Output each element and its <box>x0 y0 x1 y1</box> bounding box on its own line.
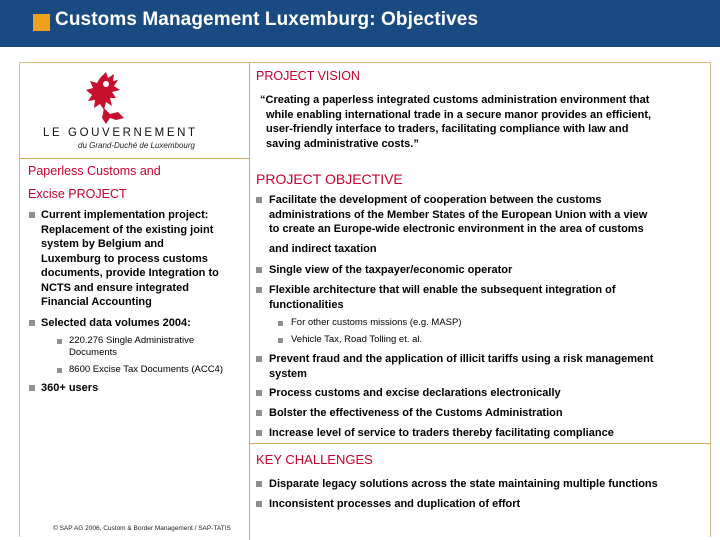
logo-divider <box>19 158 250 159</box>
sub-bullet-icon <box>278 321 283 326</box>
bullet-icon <box>29 320 35 326</box>
sub-bullet-icon <box>57 368 62 373</box>
bullet-icon <box>256 287 262 293</box>
vision-line: saving administrative costs.” <box>266 137 419 150</box>
bullet-icon <box>256 430 262 436</box>
objective-o3-line: functionalities <box>269 298 344 311</box>
left-item1-line: NCTS and ensure integrated <box>41 281 189 294</box>
left-item-volumes: Selected data volumes 2004: <box>41 317 191 329</box>
logo-subtitle: du Grand-Duché de Luxembourg <box>78 141 195 150</box>
left-heading-line2: Excise PROJECT <box>28 187 127 201</box>
left-sub1-line: Documents <box>69 347 118 358</box>
sub-bullet-icon <box>57 339 62 344</box>
left-heading-line1: Paperless Customs and <box>28 164 161 178</box>
bullet-icon <box>29 212 35 218</box>
vision-heading: PROJECT VISION <box>256 69 360 83</box>
bullet-icon <box>256 481 262 487</box>
objective-o3-line: Flexible architecture that will enable the subsequent integration of <box>269 284 616 296</box>
objective-bolster: Bolster the effectiveness of the Customs Administration <box>269 407 563 419</box>
vision-line: while enabling international trade in a secure manor provides an efficient, <box>266 108 652 121</box>
bullet-icon <box>256 356 262 362</box>
challenges-heading: KEY CHALLENGES <box>256 452 373 467</box>
left-sub1-line: 220.276 Single Administrative <box>69 335 195 346</box>
bullet-icon <box>256 410 262 416</box>
copyright-footer: © SAP AG 2006, Custom & Border Management / SAP-TATIS <box>53 525 231 532</box>
objective-o1-line: Facilitate the development of cooperation between the customs <box>269 194 602 206</box>
objective-sub-vehicle-tax: Vehicle Tax, Road Tolling et. al. <box>291 334 423 345</box>
challenge-inconsistent: Inconsistent processes and duplication of effort <box>269 498 521 510</box>
objective-o1-line: to create an Europe-wide electronic environment in the area of customs <box>269 223 644 235</box>
vision-line: “Creating a paperless integrated customs administration environment that <box>260 94 650 106</box>
objective-o4-line: system <box>269 367 307 380</box>
page-title: Customs Management Luxemburg: Objectives <box>55 9 479 30</box>
logo-title: LE GOUVERNEMENT <box>43 127 198 139</box>
column-divider <box>249 62 250 540</box>
sub-bullet-icon <box>278 338 283 343</box>
left-item-implementation <box>41 208 246 310</box>
vision-line: user-friendly interface to traders, facilitating compliance with law and <box>266 123 629 135</box>
objective-o4-line: Prevent fraud and the application of illicit tariffs using a risk management <box>269 353 654 365</box>
left-item1-line: Luxemburg to process customs <box>41 252 208 265</box>
challenge-legacy: Disparate legacy solutions across the state maintaining multiple functions <box>269 478 658 490</box>
bullet-icon <box>256 390 262 396</box>
left-item-users: 360+ users <box>41 382 99 394</box>
objective-single-view: Single view of the taxpayer/economic operator <box>269 264 513 276</box>
vision-quote <box>260 93 700 151</box>
challenges-divider <box>249 443 711 444</box>
objective-heading: PROJECT OBJECTIVE <box>256 171 403 187</box>
objective-cooperation <box>269 193 709 256</box>
lion-crest-icon <box>40 68 230 128</box>
left-item1-line: documents, provide Integration to <box>41 267 219 279</box>
objective-process: Process customs and excise declarations electronically <box>269 387 561 399</box>
left-item1-line: Current implementation project: <box>41 209 209 221</box>
objective-service: Increase level of service to traders thereby facilitating compliance <box>269 427 614 439</box>
bullet-icon <box>256 267 262 273</box>
objective-fraud <box>269 352 709 381</box>
bullet-icon <box>29 385 35 391</box>
bullet-icon <box>256 197 262 203</box>
left-sub-item-sad <box>69 335 194 359</box>
objective-sub-masp: For other customs missions (e.g. MASP) <box>291 317 462 328</box>
left-item1-line: Replacement of the existing joint <box>41 223 214 236</box>
objective-flexible <box>269 283 709 312</box>
left-item1-line: system by Belgium and <box>41 238 164 250</box>
left-item1-line: Financial Accounting <box>41 296 152 308</box>
header-accent-square <box>33 14 50 31</box>
bullet-icon <box>256 501 262 507</box>
objective-o1-line: administrations of the Member States of the European Union with a view <box>269 208 648 221</box>
left-sub-item-excise: 8600 Excise Tax Documents (ACC4) <box>69 364 223 375</box>
objective-o1-line: and indirect taxation <box>269 242 377 255</box>
